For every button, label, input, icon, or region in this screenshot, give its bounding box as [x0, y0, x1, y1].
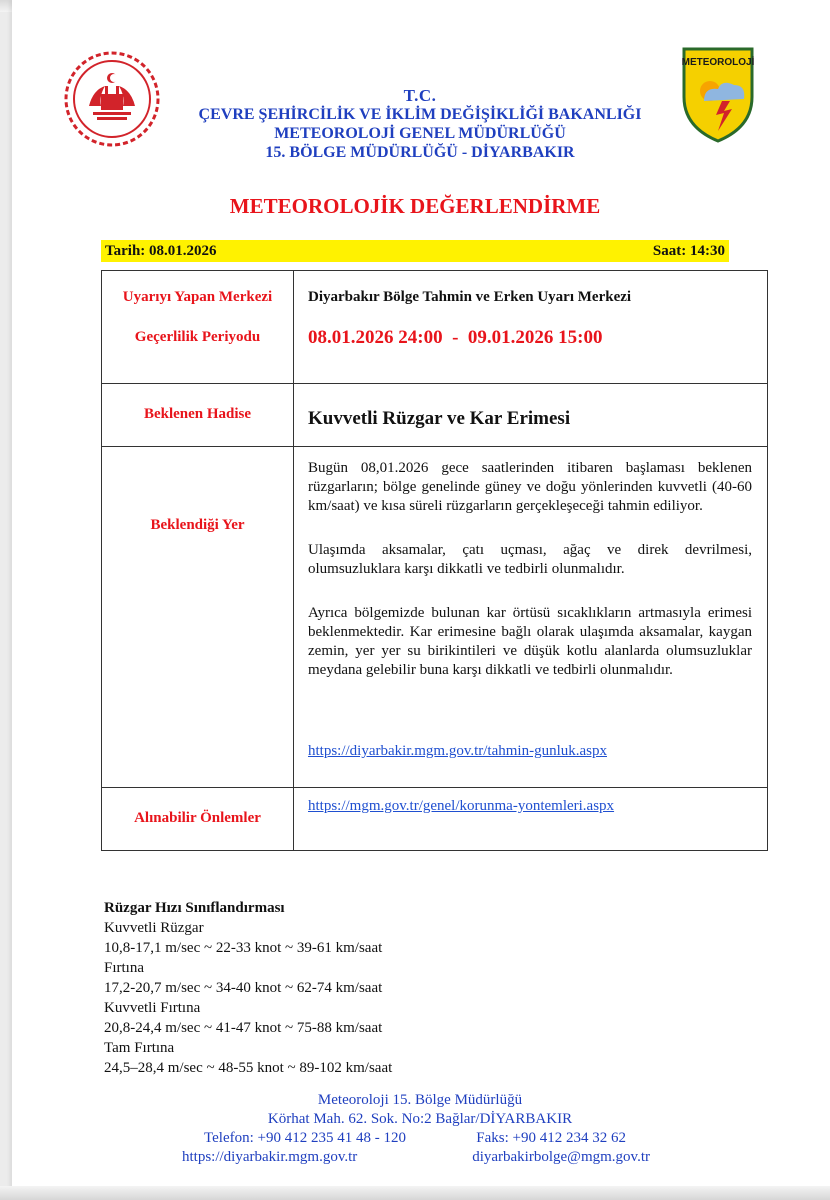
measures-label-cell [102, 788, 294, 851]
header-ministry: ÇEVRE ŞEHİRCİLİK VE İKLİM DEĞİŞİKLİĞİ BAKANLIĞI [198, 106, 642, 123]
forecast-link[interactable]: https://diyarbakir.mgm.gov.tr/tahmin-gunluk.aspx [308, 743, 607, 759]
date-time-bar [101, 240, 729, 262]
table-row [102, 447, 768, 788]
wind-class-value: 20,8-24,4 m/sec ~ 41-47 knot ~ 75-88 km/saat [104, 1020, 383, 1036]
table-row [102, 271, 768, 384]
wind-class-name: Fırtına [104, 960, 144, 976]
footer-web: https://diyarbakir.mgm.gov.tr [182, 1149, 358, 1165]
header-directorate: METEOROLOJİ GENEL MÜDÜRLÜĞÜ [274, 125, 566, 142]
center-period-label-cell [102, 271, 294, 384]
location-label-cell [102, 447, 294, 788]
wind-classification [104, 898, 392, 1078]
footer-contact [170, 1091, 670, 1167]
meteorology-logo-text: METEOROLOJİ [682, 57, 754, 68]
event-value-cell [294, 384, 768, 447]
header-tc: T.C. [403, 86, 437, 105]
table-row [102, 788, 768, 851]
footer-phone: Telefon: +90 412 235 41 48 - 120 [204, 1130, 406, 1146]
document-title: METEOROLOJİK DEĞERLENDİRME [229, 194, 601, 218]
location-label: Beklendiği Yer [150, 517, 245, 533]
footer-web-email-row [170, 1148, 670, 1167]
meteorology-shield-icon [682, 47, 754, 143]
event-value: Kuvvetli Rüzgar ve Kar Erimesi [308, 408, 571, 429]
photo-shade-bottom [0, 1186, 830, 1200]
wind-title: Rüzgar Hızı Sınıflandırması [104, 900, 285, 916]
wind-class-value: 17,2-20,7 m/sec ~ 34-40 knot ~ 62-74 km/saat [104, 980, 383, 996]
measures-label: Alınabilir Önlemler [134, 810, 261, 826]
period-value: 08.01.2026 24:00 - 09.01.2026 15:00 [308, 327, 603, 348]
forecast-paragraph-3: Ayrıca bölgemizde bulunan kar örtüsü sıcaklıkların artmasıyla erimesi beklenmektedir. Kar erimesine bağlı olarak ulaşımda aksamalar, kaygan zemin, yer yer su birikintileri ve düşük kotlu alanlarda olumsuzluklar meydana gelebilir buna karşı dikkatli ve tedbirli olunmalıdır. [308, 605, 752, 678]
footer-address: Körhat Mah. 62. Sok. No:2 Bağlar/DİYARBAKIR [267, 1111, 573, 1127]
wind-class-name: Tam Fırtına [104, 1040, 175, 1056]
footer-phone-fax-row [170, 1129, 670, 1148]
measures-value-cell [294, 788, 768, 851]
forecast-paragraph-1: Bugün 08,01.2026 gece saatlerinden itibaren başlaması beklenen rüzgarların; bölge genelinde güney ve doğu yönlerinden kuvvetli (40-60 km/saat) ve kısa süreli rüzgarların gerçekleşeceği tahmin ediliyor. [308, 460, 752, 514]
time-label: Saat: 14:30 [652, 243, 725, 259]
footer-fax: Faks: +90 412 234 32 62 [476, 1130, 626, 1146]
event-label: Beklenen Hadise [143, 406, 252, 422]
footer-office: Meteoroloji 15. Bölge Müdürlüğü [317, 1092, 523, 1108]
ministry-emblem-icon [63, 50, 161, 148]
forecast-paragraph-2: Ulaşımda aksamalar, çatı uçması, ağaç ve direk devrilmesi, olumsuzluklara karşı dikkatli ve tedbirli olunmalıdır. [308, 542, 752, 577]
wind-class-value: 10,8-17,1 m/sec ~ 22-33 knot ~ 39-61 km/saat [104, 940, 383, 956]
period-label: Geçerlilik Periyodu [134, 329, 261, 345]
center-period-value-cell [294, 271, 768, 384]
warning-table [101, 270, 768, 851]
date-label: Tarih: 08.01.2026 [105, 243, 217, 259]
footer-email: diyarbakirbolge@mgm.gov.tr [472, 1149, 650, 1165]
measures-link[interactable]: https://mgm.gov.tr/genel/korunma-yontemleri.aspx [308, 798, 615, 814]
location-value-cell [294, 447, 768, 788]
center-value: Diyarbakır Bölge Tahmin ve Erken Uyarı Merkezi [308, 289, 632, 305]
event-label-cell [102, 384, 294, 447]
wind-class-name: Kuvvetli Rüzgar [104, 920, 204, 936]
wind-class-value: 24,5–28,4 m/sec ~ 48-55 knot ~ 89-102 km/saat [104, 1060, 393, 1076]
center-label: Uyarıyı Yapan Merkezi [122, 289, 273, 305]
institution-header [170, 86, 670, 162]
table-row [102, 384, 768, 447]
header-regional: 15. BÖLGE MÜDÜRLÜĞÜ - DİYARBAKIR [265, 144, 575, 161]
wind-class-name: Kuvvetli Fırtına [104, 1000, 201, 1016]
